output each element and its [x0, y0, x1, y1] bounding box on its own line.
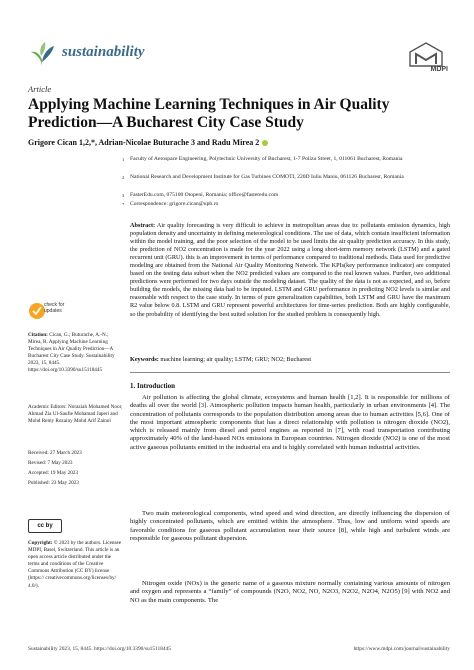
author-list: [28, 138, 448, 147]
editors-block: [28, 404, 123, 425]
affiliation-3: 3 FasterEdu.com, 075100 Otopeni, Romania; office@fasteredu.com: [122, 192, 279, 198]
citation-block: [28, 332, 123, 375]
article-title: Applying Machine Learning Techniques in Air Quality Prediction—A Bucharest City Case Study: [28, 96, 390, 131]
intro-paragraph-1: Air pollution is affecting the global climate, ecosystems and human health [1,2]. It is responsible for millions of deaths all over the world [3]. Atmospheric pollution impacts human health, particularly in urban environments [4]. The concentration of pollutants corresponds to the population distribution among areas due to human activities [5,6]. One of the most important atmospheric components that has a direct relationship with pollution is nitrogen dioxide (NO2), which is released mainly from diesel and petrol engines as reported in [7], with road transportation contributing approximately 40% of the land-based NOx emissions in European countries. Nitrogen dioxide (NO2) is one of the most active gaseous pollutants emitted in the industrial era and is highly correlated with human industrial activities.: [130, 394, 450, 451]
orcid-icon[interactable]: [262, 140, 268, 146]
journal-header: [28, 40, 448, 73]
check-for-updates-label[interactable]: check for updates: [44, 302, 65, 314]
authors-text: Grigore Cican 1,2,*, Adrian-Nicolae Buturache 3 and Radu Mirea 2: [28, 138, 260, 147]
copyright-text: © 2023 by the authors. Licensee MDPI, Basel, Switzerland. This article is an open access article distributed under the terms and conditions of the Creative Commons Attribution (CC BY) license (https:// creativecommons.org/licenses/by/ 4.0/).: [28, 540, 122, 589]
copyright-label: Copyright:: [28, 540, 53, 546]
keywords-text: machine learning; air quality; LSTM; GRU; NO2; Bucharest: [160, 356, 312, 363]
editors-label: Academic Editors:: [28, 404, 67, 410]
section-heading-introduction: 1. Introduction: [130, 382, 175, 390]
mdpi-logo-icon[interactable]: [404, 42, 448, 68]
article-type-label: Article: [28, 84, 52, 94]
affiliation-1: 1 Faculty of Aerospace Engineering, Polytechnic University of Bucharest, 1-7 Polizu Street, 1, 011061 Bucharest, Romania: [122, 156, 403, 162]
cc-license-badge[interactable]: [28, 519, 62, 533]
journal-logo-icon: [28, 40, 56, 68]
editors-text: Noraziah Mohamed Noor, Ahmad Zia Ul-Saufie Mohamad Japeri and Mohd Remy Rozainy Mohd Arif Zainol: [28, 404, 123, 425]
keywords: [130, 356, 450, 364]
footer-citation[interactable]: Sustainability 2023, 15, 8445. https://doi.org/10.3390/su15118445: [28, 646, 172, 652]
intro-paragraph-3: Nitrogen oxide (NOx) is the generic name of a gaseous mixture normally containing various amounts of nitrogen and oxygen and represents a “family” of compounds (N2O, NO2, NO, N2O3, N2O2, N2O4, N2O5) [9] with NO2 and NO as the main components. The: [130, 580, 450, 604]
section-divider: [130, 372, 450, 373]
copyright-block: [28, 540, 123, 590]
abstract: [130, 222, 450, 319]
keywords-label: Keywords:: [130, 356, 159, 363]
footer-journal-url[interactable]: https://www.mdpi.com/journal/sustainability: [353, 646, 450, 652]
affiliation-2: 2 National Research and Development Institute for Gas Turbines COMOTI, 220D Iuliu Maniu, 061126 Bucharest, Romania: [122, 174, 404, 180]
abstract-text: Air quality forecasting is very difficult to achieve in metropolitan areas due to: pollutants emission dynamics, high population density and uncertainty in defining meteorological conditions. The use of data, which contain insufficient information within the model training, and the poor selection of the model to be used limits the air quality prediction accuracy. In this study, the prediction of NO2 concentration is made for the year 2022 using a long short-term memory network (LSTM) and a gated recurrent unit (GRU). this is an improvement in terms of performance compared to traditional methods. Data used for predictive modeling are obtained from the National Air Quality Monitoring Network. The KPIs(key performance indicator) are computed based on the testing data subset when the NO2 predicted values are compared to the real known values. Further, two additional predictions were performed for two days outside the modeling dataset. The quality of the data is not as expected, and so, before building the models, the missing data had to be imputed. LSTM and GRU performance in predicting NO2 levels is similar and reasonable with respect to the case study. In terms of pure generalization capabilities, both LSTM and GRU have the maximum R2 value below 0.8. LSTM and GRU represent powerful architectures for time-series prediction. Both are highly configurable, so the probability of identifying the best suited solution for the studied problem is consequently high.: [130, 222, 450, 318]
abstract-label: Abstract:: [130, 222, 156, 229]
accepted-date: Accepted: 19 May 2023: [28, 470, 78, 476]
cc-icon: cc by: [37, 523, 53, 529]
correspondence: * Correspondence: grigore.cican@upb.ro: [122, 201, 219, 207]
received-date: Received: 27 March 2023: [28, 450, 82, 456]
publisher-name: MDPI: [430, 66, 448, 73]
published-date: Published: 23 May 2023: [28, 480, 79, 486]
revised-date: Revised: 7 May 2023: [28, 460, 73, 466]
citation-label: Citation:: [28, 332, 48, 338]
citation-text: Cican, G.; Buturache, A.-N.; Mirea, R. Applying Machine Learning Techniques in Air Quality Prediction—A Bucharest City Case Study. Sustainability 2023, 15, 8445. https://doi.org/10.3390/su15118445: [28, 332, 115, 374]
journal-name[interactable]: sustainability: [62, 44, 145, 60]
intro-paragraph-2: Two main meteorological components, wind speed and wind direction, are directly influencing the dispersion of highly concentrated pollutants, which are emitted within the atmosphere. Thus, low and uniform wind speeds are favorable conditions for gaseous pollutant accumulation near their source [8], while high and turbulent winds are responsible for gaseous pollutant dispersion.: [130, 510, 450, 542]
